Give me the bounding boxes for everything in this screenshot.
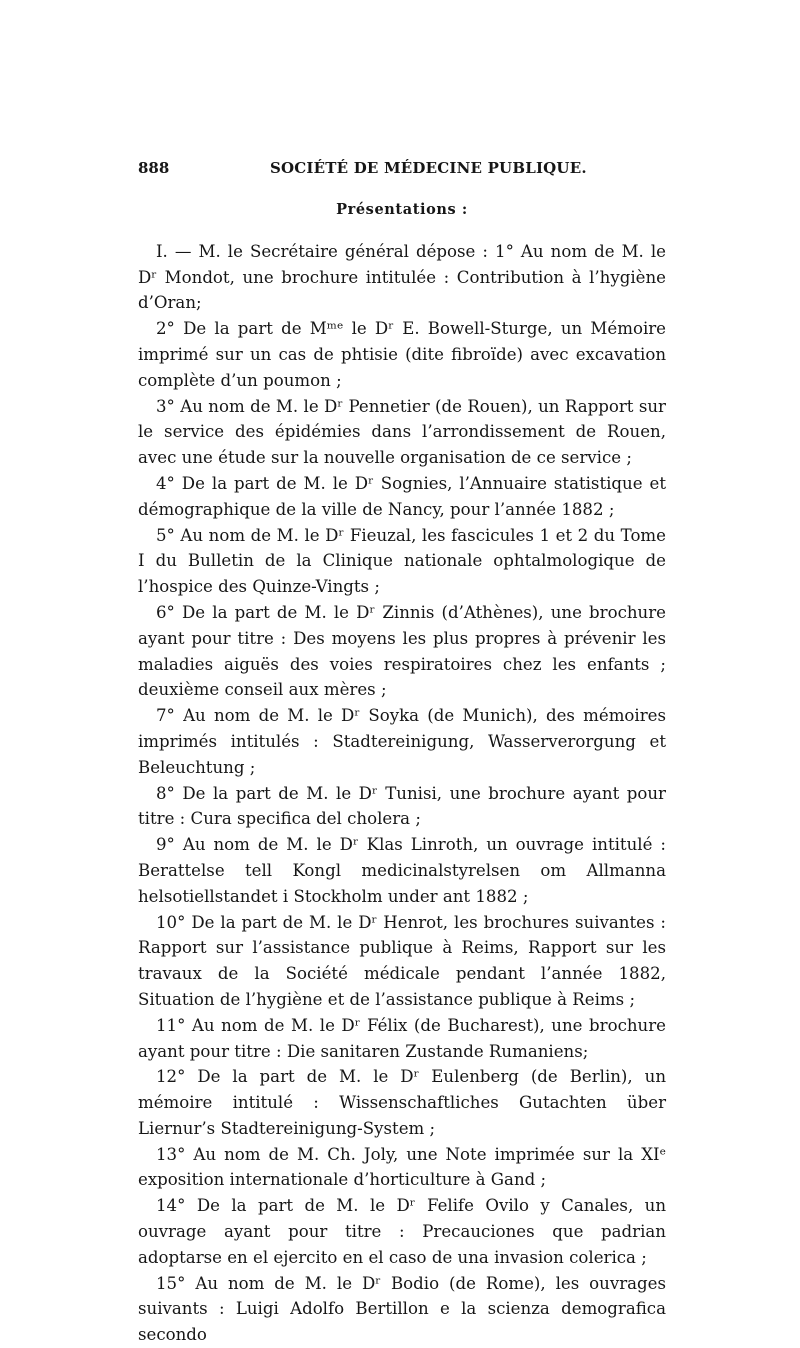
paragraph: 13° Au nom de M. Ch. Joly, une Note imprimée sur la XIᵉ exposition internationale d’horticulture à Gand ; (138, 1144, 666, 1190)
paragraph: 12° De la part de M. le Dʳ Eulenberg (de Berlin), un mémoire intitulé : Wissenschaftliches Gutachten über Liernur’s Stadtereinigung-System ; (138, 1067, 666, 1138)
paragraph: 11° Au nom de M. le Dʳ Félix (de Bucharest), une brochure ayant pour titre : Die sanitaren Zustande Rumaniens; (138, 1015, 666, 1061)
running-head (138, 150, 666, 178)
paragraph: I. — M. le Secrétaire général dépose : 1° Au nom de M. le Dʳ Mondot, une brochure intitulée : Contribution à l’hygiène d’Oran; (138, 241, 666, 313)
paragraph: 6° De la part de M. le Dʳ Zinnis (d’Athènes), une brochure ayant pour titre : Des moyens les plus propres à prévenir les maladies aiguës des voies respiratoires chez les enfants ; deuxième conseil aux mères ; (138, 602, 666, 700)
paragraph: 9° Au nom de M. le Dʳ Klas Linroth, un ouvrage intitulé : Berattelse tell Kongl medicinalstyrelsen om Allmanna helsotiellstandet i Stockholm under ant 1882 ; (138, 835, 666, 906)
paragraph: 3° Au nom de M. le Dʳ Pennetier (de Rouen), un Rapport sur le service des épidémies dans l’arrondissement de Rouen, avec une étude sur la nouvelle organisation de ce service ; (138, 396, 666, 468)
paragraph: 7° Au nom de M. le Dʳ Soyka (de Munich), des mémoires imprimés intitulés : Stadtereinigung, Wasserverorgung et Beleuchtung ; (138, 706, 666, 777)
presentations-list (138, 239, 666, 1348)
paragraph: 10° De la part de M. le Dʳ Henrot, les brochures suivantes : Rapport sur l’assistance publique à Reims, Rapport sur les travaux de la Société médicale pendant l’année 1882, Situation de l’hygiène et de l’assistance publique à Reims ; (138, 912, 666, 1009)
section-title: Présentations : (336, 201, 468, 218)
paragraph: 2° De la part de Mᵐᵉ le Dʳ E. Bowell-Sturge, un Mémoire imprimé sur un cas de phtisie (dite fibroïde) avec excavation complète d’un poumon ; (138, 319, 666, 390)
paragraph: 4° De la part de M. le Dʳ Sognies, l’Annuaire statistique et démographique de la ville de Nancy, pour l’année 1882 ; (138, 473, 666, 519)
paragraph: 8° De la part de M. le Dʳ Tunisi, une brochure ayant pour titre : Cura specifica del cholera ; (138, 783, 666, 829)
paragraph: 5° Au nom de M. le Dʳ Fieuzal, les fascicules 1 et 2 du Tome I du Bulletin de la Clinique nationale ophtalmologique de l’hospice des Quinze-Vingts ; (138, 525, 666, 597)
journal-title: SOCIÉTÉ DE MÉDECINE PUBLIQUE. (270, 159, 587, 177)
page-number: 888 (138, 159, 170, 177)
document-page (138, 150, 666, 1348)
paragraph: 15° Au nom de M. le Dʳ Bodio (de Rome), les ouvrages suivants : Luigi Adolfo Bertillon e la scienza demografica secondo (138, 1273, 666, 1345)
paragraph: 14° De la part de M. le Dʳ Felife Ovilo y Canales, un ouvrage ayant pour titre : Precauciones que padrian adoptarse en el ejercito en el caso de una invasion colerica ; (138, 1196, 666, 1267)
